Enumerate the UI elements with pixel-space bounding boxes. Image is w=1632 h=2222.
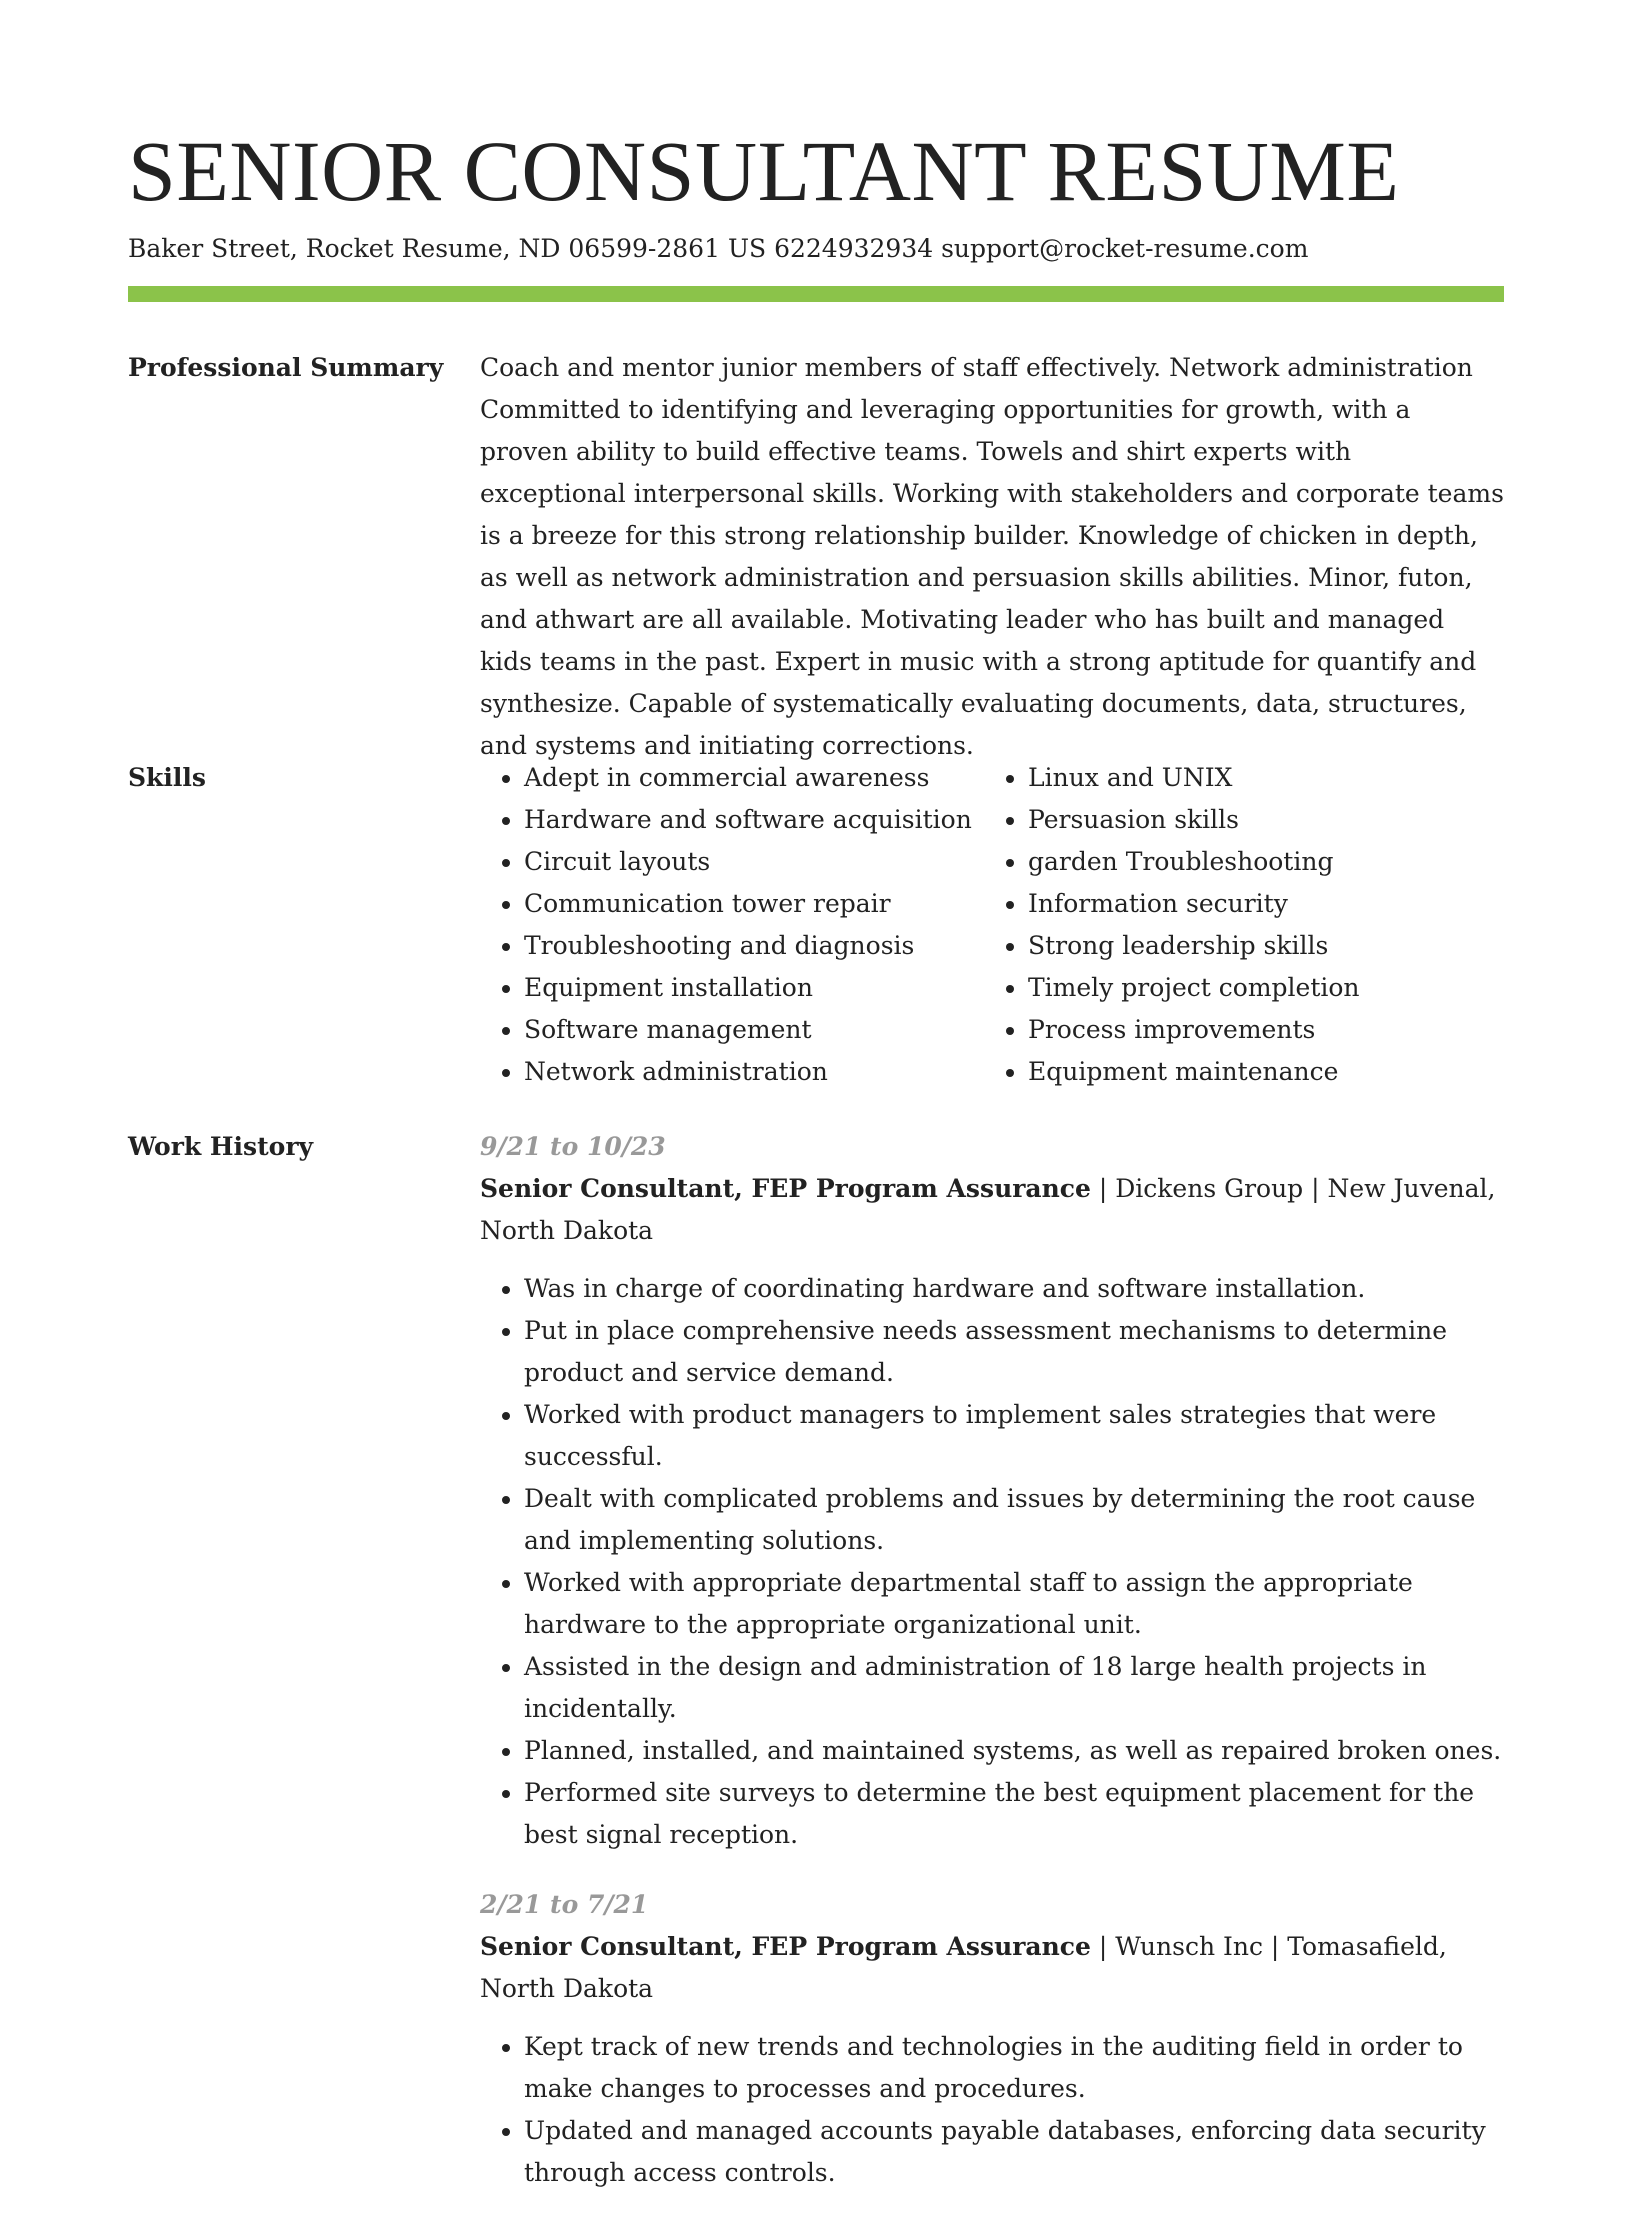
job-bullet: • Worked with appropriate departmental staff to assign the appropriate hardware to the appropriate organizational unit. — [524, 1562, 1504, 1646]
header-divider — [128, 286, 1504, 302]
job-bullet: • Assisted in the design and administration of 18 large health projects in incidentally. — [524, 1646, 1504, 1730]
skill-item: • Troubleshooting and diagnosis — [524, 925, 984, 967]
skills-body — [480, 757, 1504, 1093]
skills-columns — [480, 757, 1504, 1093]
contact-line: Baker Street, Rocket Resume, ND 06599-2861 US 6224932934 support@rocket-resume.com — [128, 234, 1309, 263]
job-details: | Dickens Group | New Juvenal, North Dakota — [480, 1174, 1496, 1245]
skills-list-right — [984, 757, 1488, 1093]
job-bullet: • Put in place comprehensive needs assessment mechanisms to determine product and service demand. — [524, 1310, 1504, 1394]
job-bullet: • Dealt with complicated problems and issues by determining the root cause and implementing solutions. — [524, 1478, 1504, 1562]
skill-item: • Network administration — [524, 1051, 984, 1093]
job-bullet: • Worked with product managers to implement sales strategies that were successful. — [524, 1394, 1504, 1478]
skill-item: • Timely project completion — [1028, 967, 1488, 1009]
skill-item: • Equipment installation — [524, 967, 984, 1009]
skill-item: • Persuasion skills — [1028, 799, 1488, 841]
skill-item: • Circuit layouts — [524, 841, 984, 883]
skill-item: • Hardware and software acquisition — [524, 799, 984, 841]
skill-item: • Process improvements — [1028, 1009, 1488, 1051]
skill-item: • garden Troubleshooting — [1028, 841, 1488, 883]
job-bullet: • Planned, installed, and maintained systems, as well as repaired broken ones. — [524, 1730, 1504, 1772]
job-dates: 2/21 to 7/21 — [480, 1890, 649, 1919]
job-bullets — [480, 2026, 1504, 2194]
work-history-body — [480, 1126, 1504, 2222]
skill-item: • Adept in commercial awareness — [524, 757, 984, 799]
skills-label: Skills — [128, 763, 206, 792]
job-bullet: • Kept track of new trends and technologies in the auditing field in order to make changes to processes and procedures. — [524, 2026, 1504, 2110]
job-bullets — [480, 1268, 1504, 1856]
skill-item: • Linux and UNIX — [1028, 757, 1488, 799]
summary-text: Coach and mentor junior members of staff effectively. Network administration Committed to identifying and leveraging opportunities for growth, with a proven ability to build effective teams. Towels and shirt experts with exceptional interpersonal skills. Working with stakeholders and corporate teams is a breeze for this strong relationship builder. Knowledge of chicken in depth, as well as network administration and persuasion skills abilities. Minor, futon, and athwart are all available. Motivating leader who has built and managed kids teams in the past. Expert in music with a strong aptitude for quantify and synthesize. Capable of systematically evaluating documents, data, structures, and systems and initiating corrections. — [480, 353, 1504, 760]
job-dates: 9/21 to 10/23 — [480, 1132, 666, 1161]
skill-item: • Strong leadership skills — [1028, 925, 1488, 967]
summary-body — [480, 347, 1504, 767]
job-entry — [480, 1126, 1504, 1856]
skill-item: • Communication tower repair — [524, 883, 984, 925]
summary-label: Professional Summary — [128, 353, 444, 382]
resume-title: SENIOR CONSULTANT RESUME — [128, 123, 1400, 219]
skill-item: • Equipment maintenance — [1028, 1051, 1488, 1093]
skill-item: • Software management — [524, 1009, 984, 1051]
job-title: Senior Consultant, FEP Program Assurance — [480, 1174, 1091, 1203]
job-details: | Wunsch Inc | Tomasafield, North Dakota — [480, 1932, 1447, 2003]
job-bullet: • Performed site surveys to determine the best equipment placement for the best signal reception. — [524, 1772, 1504, 1856]
job-bullet: • Was in charge of coordinating hardware and software installation. — [524, 1268, 1504, 1310]
job-title: Senior Consultant, FEP Program Assurance — [480, 1932, 1091, 1961]
job-entry — [480, 1884, 1504, 2194]
skills-list-left — [480, 757, 984, 1093]
job-bullet: • Updated and managed accounts payable databases, enforcing data security through access controls. — [524, 2110, 1504, 2194]
job-heading — [480, 1926, 1504, 2010]
skill-item: • Information security — [1028, 883, 1488, 925]
work-history-label: Work History — [128, 1132, 314, 1161]
job-heading — [480, 1168, 1504, 1252]
